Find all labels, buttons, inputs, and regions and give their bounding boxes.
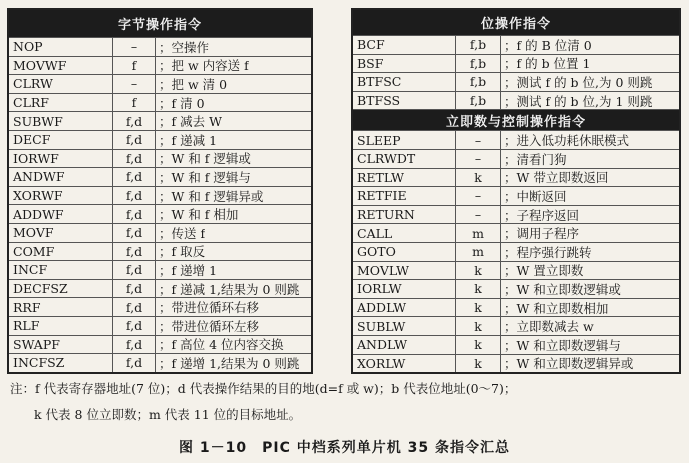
- note-line-2: k 代表 8 位立即数；m 代表 11 位的目标地址。: [34, 407, 302, 422]
- control-table-body: [353, 130, 679, 372]
- instruction-mnemonic: RRF: [9, 298, 113, 316]
- instruction-row: [9, 111, 311, 130]
- instruction-description: ；测试 f 的 b 位,为 0 则跳: [504, 74, 653, 90]
- instruction-mnemonic: RETFIE: [353, 187, 456, 205]
- instruction-row: [9, 335, 311, 354]
- instruction-row: [353, 91, 679, 110]
- instruction-row: [353, 149, 679, 168]
- byte-table-body: [9, 37, 311, 372]
- instruction-mnemonic: DECFSZ: [9, 280, 113, 298]
- instruction-operands: m: [456, 243, 501, 261]
- instruction-mnemonic: DECF: [9, 131, 113, 149]
- instruction-mnemonic: ANDLW: [353, 336, 456, 354]
- instruction-operands: k: [456, 169, 501, 187]
- instruction-mnemonic: RETURN: [353, 206, 456, 224]
- instruction-mnemonic: ADDLW: [353, 299, 456, 317]
- instruction-operands: f,d: [113, 112, 156, 130]
- instruction-description: ；W 置立即数: [504, 263, 584, 279]
- byte-instructions-table: [7, 8, 313, 374]
- instruction-row: [353, 223, 679, 242]
- note-line-1: 注：f 代表寄存器地址(7 位)；d 代表操作结果的目的地(d=f 或 w)；b 代表位地址(0～7)；: [10, 381, 517, 396]
- instruction-mnemonic: MOVF: [9, 224, 113, 242]
- instruction-mnemonic: SUBWF: [9, 112, 113, 130]
- instruction-operands: –: [113, 75, 156, 93]
- instruction-row: [353, 72, 679, 91]
- instruction-description: ；程序强行跳转: [504, 244, 592, 260]
- instruction-operands: f,d: [113, 354, 156, 372]
- instruction-row: [353, 335, 679, 354]
- instruction-operands: –: [456, 206, 501, 224]
- instruction-operands: –: [456, 131, 501, 149]
- instruction-mnemonic: GOTO: [353, 243, 456, 261]
- instruction-row: [9, 242, 311, 261]
- instruction-mnemonic: SUBLW: [353, 317, 456, 335]
- figure-caption: 图 1－10 PIC 中档系列单片机 35 条指令汇总: [179, 440, 510, 456]
- instruction-operands: f,d: [113, 243, 156, 261]
- instruction-description: ；W 和立即数逻辑与: [504, 337, 621, 353]
- instruction-description: ；清看门狗: [504, 151, 567, 167]
- instruction-description: ；f 的 B 位清 0: [504, 37, 592, 53]
- instruction-operands: f,d: [113, 205, 156, 223]
- instruction-description: ；f 递增 1,结果为 0 则跳: [159, 355, 300, 371]
- instruction-mnemonic: SWAPF: [9, 336, 113, 354]
- instruction-operands: k: [456, 280, 501, 298]
- instruction-row: [353, 354, 679, 373]
- instruction-description: ；调用子程序: [504, 226, 580, 242]
- instruction-row: [353, 186, 679, 205]
- instruction-row: [353, 316, 679, 335]
- instruction-mnemonic: INCF: [9, 261, 113, 279]
- instruction-operands: f,d: [113, 150, 156, 168]
- instruction-operands: f,b: [456, 36, 501, 54]
- instruction-description: ；W 和 f 相加: [159, 207, 239, 223]
- instruction-row: [353, 54, 679, 73]
- instruction-description: ；进入低功耗休眠模式: [504, 133, 630, 149]
- instruction-mnemonic: ADDWF: [9, 205, 113, 223]
- instruction-row: [9, 186, 311, 205]
- instruction-row: [9, 93, 311, 112]
- instruction-mnemonic: IORLW: [353, 280, 456, 298]
- instruction-operands: k: [456, 317, 501, 335]
- instruction-mnemonic: BTFSC: [353, 73, 456, 91]
- instruction-row: [9, 279, 311, 298]
- instruction-description: ；f 递增 1: [159, 262, 218, 278]
- instruction-description: ；f 递减 1: [159, 132, 218, 148]
- instruction-operands: m: [456, 224, 501, 242]
- instruction-operands: f,b: [456, 73, 501, 91]
- instruction-operands: f: [113, 57, 156, 75]
- bit-table-body: [353, 35, 679, 109]
- instruction-description: ；f 的 b 位置 1: [504, 56, 591, 72]
- instruction-row: [9, 167, 311, 186]
- instruction-mnemonic: BSF: [353, 55, 456, 73]
- instruction-description: ；f 递减 1,结果为 0 则跳: [159, 281, 300, 297]
- instruction-mnemonic: BCF: [353, 36, 456, 54]
- instruction-operands: f,d: [113, 280, 156, 298]
- instruction-mnemonic: XORLW: [353, 355, 456, 373]
- instruction-description: ；W 和 f 逻辑或: [159, 151, 251, 167]
- byte-table-title: 字节操作指令: [9, 10, 311, 37]
- instruction-row: [353, 279, 679, 298]
- instruction-description: ；中断返回: [504, 188, 567, 204]
- instruction-row: [9, 130, 311, 149]
- instruction-description: ；W 和立即数逻辑异或: [504, 356, 634, 372]
- instruction-mnemonic: MOVLW: [353, 262, 456, 280]
- instruction-row: [9, 316, 311, 335]
- instruction-description: ；立即数减去 w: [504, 319, 594, 335]
- instruction-mnemonic: CLRWDT: [353, 150, 456, 168]
- instruction-row: [353, 35, 679, 54]
- instruction-operands: f,d: [113, 317, 156, 335]
- instruction-row: [353, 298, 679, 317]
- instruction-operands: –: [456, 150, 501, 168]
- control-table-title: 立即数与控制操作指令: [353, 109, 679, 130]
- instruction-description: ；W 和 f 逻辑异或: [159, 188, 264, 204]
- instruction-mnemonic: CALL: [353, 224, 456, 242]
- instruction-operands: f,d: [113, 168, 156, 186]
- instruction-mnemonic: BTFSS: [353, 92, 456, 110]
- instruction-operands: f,d: [113, 298, 156, 316]
- bit-table-title: 位操作指令: [353, 10, 679, 35]
- instruction-description: ；f 清 0: [159, 95, 205, 111]
- instruction-mnemonic: XORWF: [9, 187, 113, 205]
- instruction-description: ；f 高位 4 位内容交换: [159, 337, 284, 353]
- instruction-row: [9, 223, 311, 242]
- instruction-operands: f,b: [456, 92, 501, 110]
- instruction-description: ；测试 f 的 b 位,为 1 则跳: [504, 93, 653, 109]
- instruction-row: [9, 353, 311, 372]
- instruction-operands: f,b: [456, 55, 501, 73]
- instruction-description: ；W 和 f 逻辑与: [159, 169, 251, 185]
- instruction-operands: f: [113, 94, 156, 112]
- instruction-row: [9, 37, 311, 56]
- instruction-operands: f,d: [113, 336, 156, 354]
- instruction-description: ；f 减去 W: [159, 114, 222, 130]
- instruction-description: ；把 w 内容送 f: [159, 58, 249, 74]
- instruction-row: [9, 74, 311, 93]
- instruction-operands: k: [456, 355, 501, 373]
- instruction-mnemonic: IORWF: [9, 150, 113, 168]
- instruction-row: [9, 260, 311, 279]
- instruction-mnemonic: RETLW: [353, 169, 456, 187]
- instruction-operands: k: [456, 262, 501, 280]
- instruction-description: ；f 取反: [159, 244, 206, 260]
- instruction-operands: k: [456, 299, 501, 317]
- instruction-description: ；子程序返回: [504, 207, 580, 223]
- instruction-row: [353, 205, 679, 224]
- instruction-description: ；W 和立即数逻辑或: [504, 281, 621, 297]
- instruction-operands: –: [456, 187, 501, 205]
- instruction-description: ；空操作: [159, 39, 210, 55]
- instruction-row: [9, 204, 311, 223]
- instruction-mnemonic: CLRW: [9, 75, 113, 93]
- instruction-operands: f,d: [113, 131, 156, 149]
- instruction-operands: f,d: [113, 187, 156, 205]
- instruction-mnemonic: MOVWF: [9, 57, 113, 75]
- instruction-row: [353, 168, 679, 187]
- instruction-mnemonic: NOP: [9, 38, 113, 56]
- instruction-operands: f,d: [113, 224, 156, 242]
- instruction-row: [353, 242, 679, 261]
- instruction-row: [9, 56, 311, 75]
- instruction-mnemonic: INCFSZ: [9, 354, 113, 372]
- instruction-mnemonic: CLRF: [9, 94, 113, 112]
- instruction-mnemonic: COMF: [9, 243, 113, 261]
- instruction-operands: k: [456, 336, 501, 354]
- instruction-description: ；带进位循环左移: [159, 318, 260, 334]
- instruction-row: [9, 149, 311, 168]
- instruction-description: ；带进位循环右移: [159, 300, 260, 316]
- instruction-description: ；传送 f: [159, 225, 206, 241]
- bit-instructions-table: [351, 8, 681, 374]
- instruction-operands: –: [113, 38, 156, 56]
- instruction-mnemonic: SLEEP: [353, 131, 456, 149]
- instruction-description: ；把 w 清 0: [159, 76, 228, 92]
- instruction-row: [353, 261, 679, 280]
- instruction-description: ；W 和立即数相加: [504, 300, 609, 316]
- instruction-row: [353, 130, 679, 149]
- instruction-row: [9, 297, 311, 316]
- instruction-operands: f,d: [113, 261, 156, 279]
- instruction-mnemonic: ANDWF: [9, 168, 113, 186]
- instruction-mnemonic: RLF: [9, 317, 113, 335]
- instruction-description: ；W 带立即数返回: [504, 170, 609, 186]
